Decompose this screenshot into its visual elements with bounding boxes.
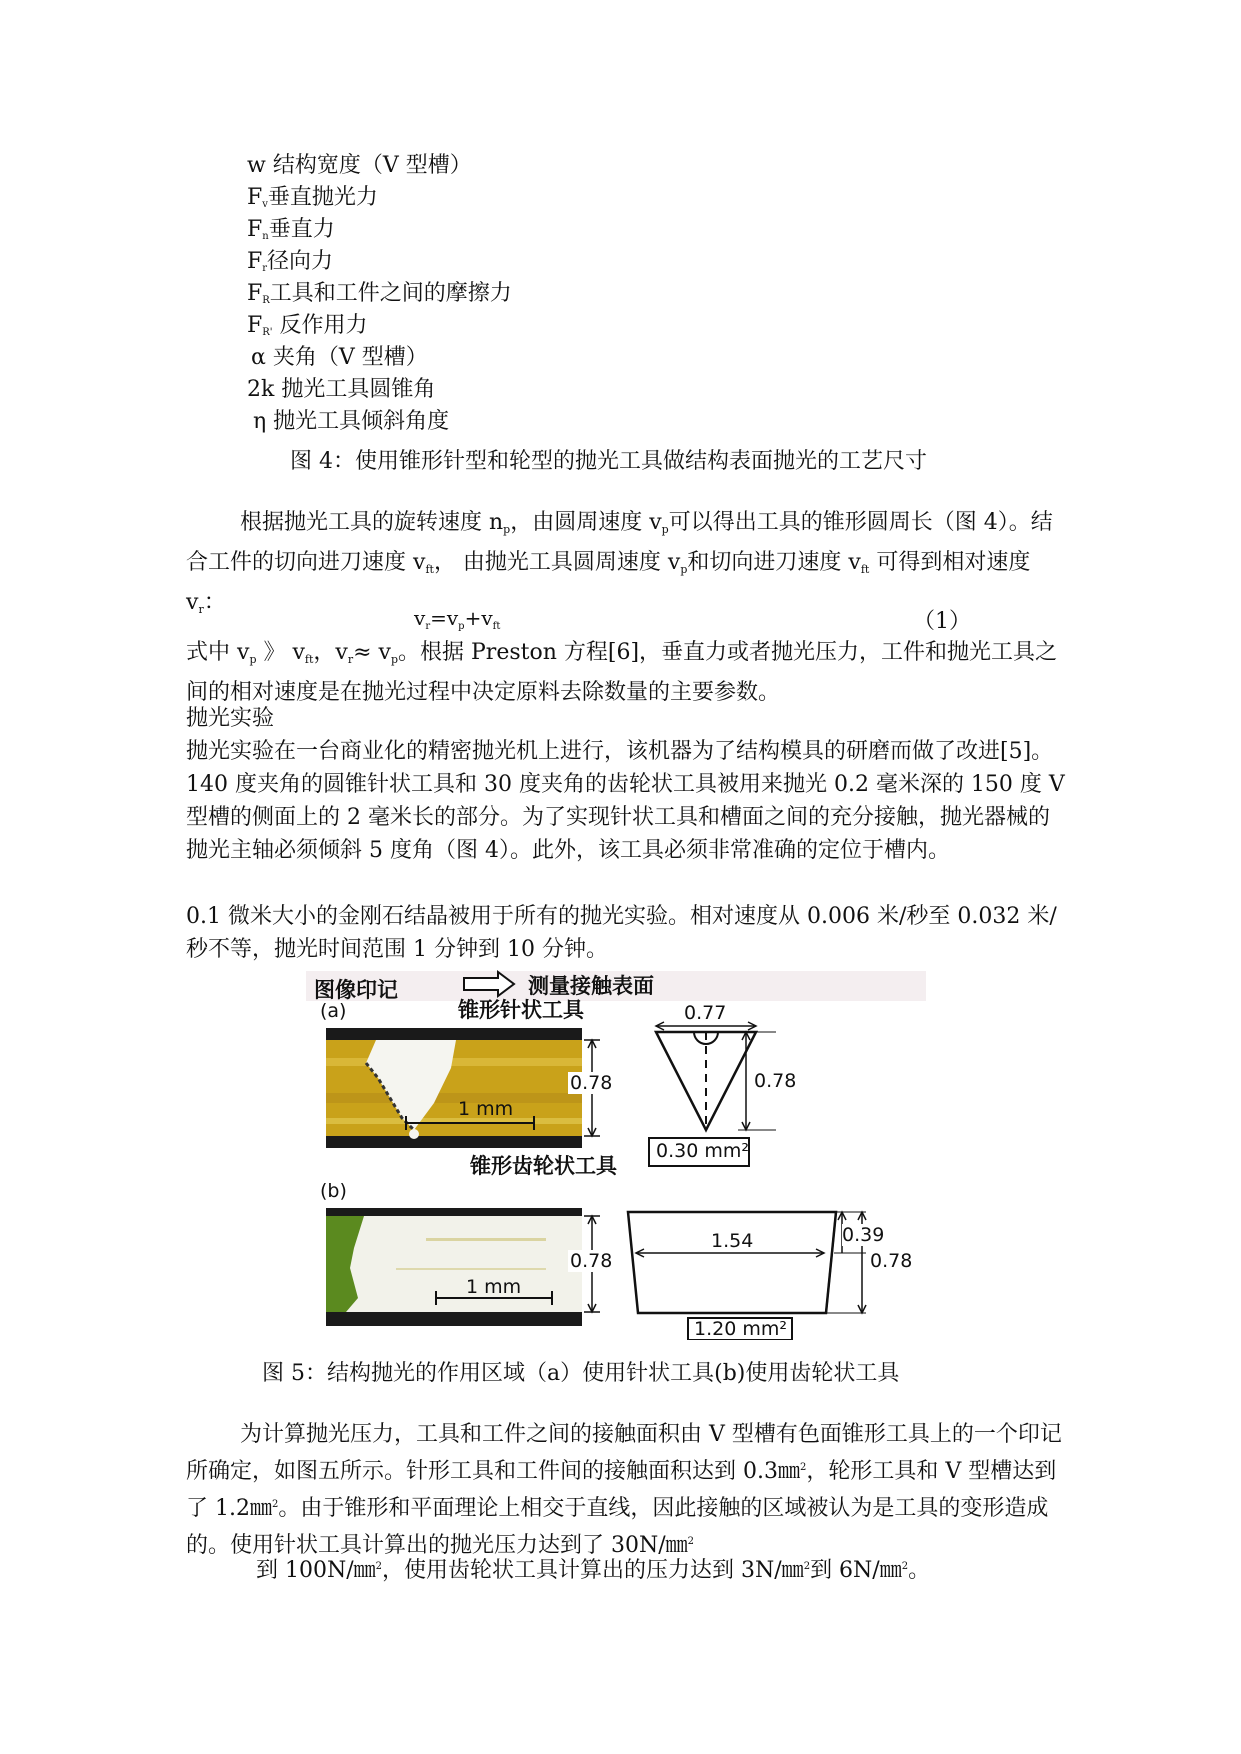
figure5	[306, 968, 930, 1340]
paragraph-relative-speed: 根据抛光工具的旋转速度 $n_p$，由圆周速度 $v_p$可以得出工具的锥形圆周长（图 4）。结合工件的切向进刀速度 $v_{ft}$， 由抛光工具圆周速度 $v_p$和切向进刀速度 $v_{ft}$ 可得到相对速度 $v_r$：	[186, 510, 1053, 616]
figure5-graphics	[306, 968, 930, 1340]
equation-number: （1）	[913, 609, 971, 634]
symbol-alpha: α 夹角（V 型槽）	[251, 345, 428, 370]
symbol-fR-prime: $F_{R'}$ 反作用力	[247, 313, 368, 338]
panel-a-label: (a)	[320, 1000, 347, 1022]
symbol-eta: η 抛光工具倾斜角度	[253, 409, 450, 434]
triangle-width-label: 0.77	[684, 1002, 727, 1024]
trapezoid-width-label: 1.54	[711, 1230, 754, 1252]
height-a-label: 0.78	[570, 1072, 613, 1094]
scale-b-label: 1 mm	[466, 1276, 522, 1298]
paragraph-preston: 式中 $v_p$ 》 $v_{ft}$，$v_r\approx v_p$。根据 Preston 方程[6]，垂直力或者抛光压力，工件和抛光工具之间的相对速度是在抛光过程中决定原料去除数量的主要参数。	[186, 640, 1058, 705]
tool-b-label: 锥形齿轮状工具	[470, 1154, 617, 1178]
paragraph-diamond: 0.1 微米大小的金刚石结晶被用于所有的抛光实验。相对速度从 0.006 米/秒至 0.032 米/秒不等，抛光时间范围 1 分钟到 10 分钟。	[186, 904, 1057, 962]
symbol-2k: 2k 抛光工具圆锥角	[247, 377, 436, 402]
imprint-label: 图像印记	[314, 978, 398, 1002]
trapezoid-height-label: 0.78	[870, 1250, 913, 1272]
trapezoid-area-label: 1.20 mm²	[694, 1318, 787, 1340]
paragraph-contact-area: 为计算抛光压力，工具和工件之间的接触面积由 V 型槽有色面锥形工具上的一个印记所确定，如图五所示。针形工具和工件间的接触面积达到 0.3㎜$^2$，轮形工具和 V 型槽达到了 1.2㎜$^2$。由于锥形和平面理论上相交于直线，因此接触的区域被认为是工具的变形造成的。使用针状工具计算出的抛光压力达到了 30N/㎜$^2$	[186, 1422, 1062, 1558]
symbol-fn: $F_n$垂直力	[247, 217, 335, 242]
panel-b-label: (b)	[320, 1180, 347, 1202]
symbol-fv: $F_v$垂直抛光力	[247, 185, 378, 210]
triangle-height-label: 0.78	[754, 1070, 797, 1092]
section-heading: 抛光实验	[186, 706, 275, 731]
equation-1: $v_r=v_p+v_{ft}$	[414, 606, 501, 632]
figure5-caption: 图 5：结构抛光的作用区域（a）使用针状工具(b)使用齿轮状工具	[262, 1361, 900, 1386]
tool-a-label: 锥形针状工具	[458, 998, 584, 1022]
paragraph-experiment: 抛光实验在一台商业化的精密抛光机上进行，该机器为了结构模具的研磨而做了改进[5]。140 度夹角的圆锥针状工具和 30 度夹角的齿轮状工具被用来抛光 0.2 毫米深的 150 度 V 型槽的侧面上的 2 毫米长的部分。为了实现针状工具和槽面之间的充分接触，抛光器械的抛光主轴必须倾斜 5 度角（图 4）。此外，该工具必须非常准确的定位于槽内。	[186, 739, 1065, 863]
figure4-caption: 图 4：使用锥形针型和轮型的抛光工具做结构表面抛光的工艺尺寸	[290, 449, 927, 474]
trapezoid-small-label: 0.39	[842, 1224, 885, 1246]
scale-a-label: 1 mm	[458, 1098, 514, 1120]
micrograph-b	[326, 1208, 582, 1326]
symbol-fr: $F_r$径向力	[247, 249, 334, 274]
symbol-fR: $F_R$工具和工件之间的摩擦力	[247, 281, 512, 306]
micrograph-a	[326, 1028, 582, 1148]
height-b-label: 0.78	[570, 1250, 613, 1272]
measure-label: 测量接触表面	[528, 974, 654, 998]
triangle-area-label: 0.30 mm²	[656, 1140, 749, 1162]
paragraph-pressure: 到 100N/㎜$^2$，使用齿轮状工具计算出的压力达到 3N/㎜$^2$到 6N/㎜$^2$。	[256, 1558, 931, 1583]
symbol-w: w 结构宽度（V 型槽）	[247, 153, 472, 178]
